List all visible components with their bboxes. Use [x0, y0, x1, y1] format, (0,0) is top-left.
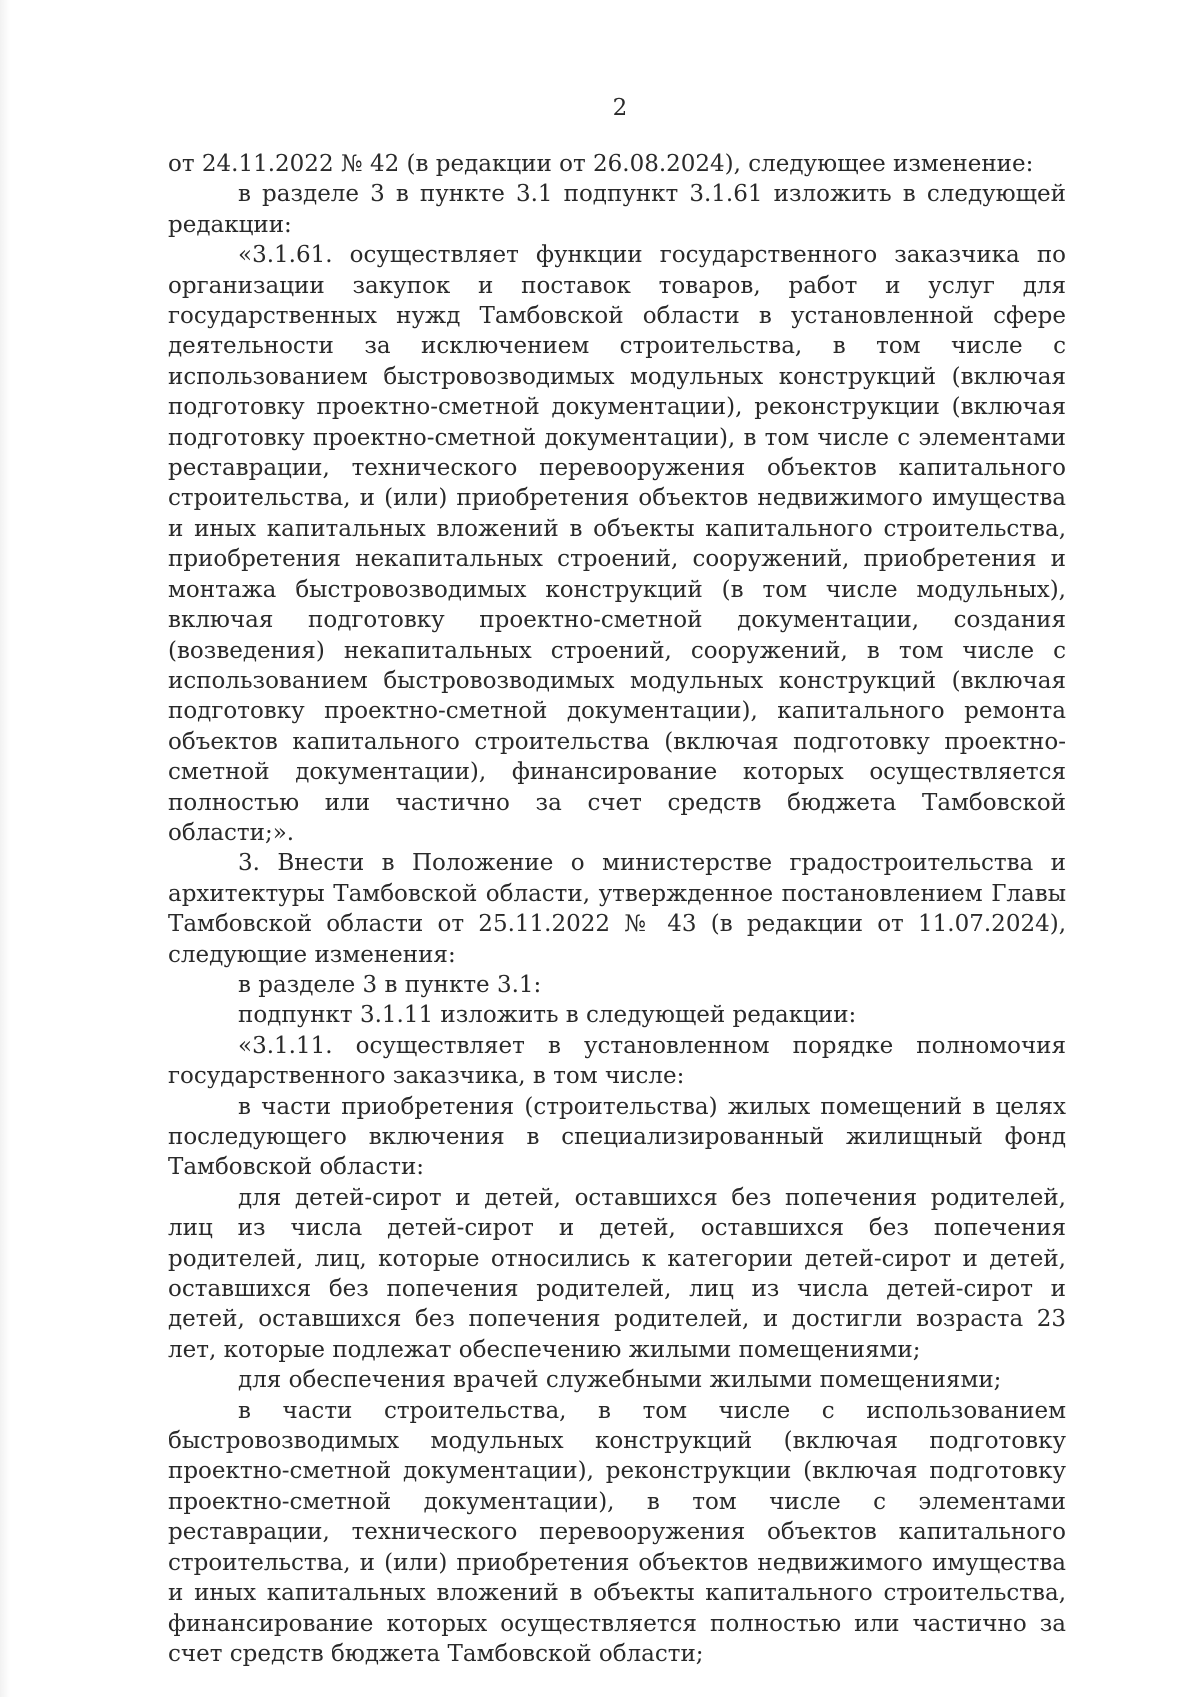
page-number: 2 — [612, 95, 628, 121]
paragraph-clause-3-1-61: «3.1.61. осуществляет функции государственного заказчика по организации закупок и поставок товаров, работ и услуг для государственных нужд Тамбовской области в установленной сфере деятельности за исключением строительства, в том числе с использованием быстровозводимых модульных конструкций (включая подготовку проектно-сметной документации), реконструкции (включая подготовку проектно-сметной документации), в том числе с элементами реставрации, технического перевооружения объектов капитального строительства, и (или) приобретения объектов недвижимого имущества и иных капитальных вложений в объекты капитального строительства, приобретения некапитальных строений, сооружений, приобретения и монтажа быстровозводимых конструкций (в том числе модульных), включая подготовку проектно-сметной документации, создания (возведения) некапитальных строений, сооружений, в том числе с использованием быстровозводимых модульных конструкций (включая подготовку проектно-сметной документации), капитального ремонта объектов капитального строительства (включая подготовку проектно-сметной документации), финансирование которых осуществляется полностью или частично за счет средств бюджета Тамбовской области;». — [168, 242, 1066, 846]
paragraph-clause-3-1-11: «3.1.11. осуществляет в установленном порядке полномочия государственного заказчика, в том числе: — [168, 1032, 1066, 1090]
paragraph-section-3-change: в разделе 3 в пункте 3.1 подпункт 3.1.61 изложить в следующей редакции: — [168, 181, 1066, 238]
paragraph-construction: в части строительства, в том числе с использованием быстровозводимых модульных конструкций (включая подготовку проектно-сметной документации), реконструкции (включая подготовку проектно-сметной документации), в том числе с элементами реставрации, технического перевооружения объектов капитального строительства, и (или) приобретения объектов недвижимого имущества и иных капитальных вложений в объекты капитального строительства, финансирование которых осуществляется полностью или частично за счет средств бюджета Тамбовской области; — [168, 1397, 1066, 1667]
paragraph-continuation: от 24.11.2022 № 42 (в редакции от 26.08.2024), следующее изменение: — [168, 151, 1034, 177]
paragraph-doctors-housing: для обеспечения врачей служебными жилыми помещениями; — [238, 1367, 1002, 1394]
paragraph-housing-acquisition: в части приобретения (строительства) жилых помещений в целях последующего включения в специализированный жилищный фонд Тамбовской области: — [168, 1093, 1066, 1181]
paragraph-subclause-3-1-11-intro: подпункт 3.1.11 изложить в следующей редакции: — [238, 1002, 857, 1029]
document-body — [168, 149, 1066, 1669]
paragraph-section-3-1: в разделе 3 в пункте 3.1: — [238, 971, 542, 998]
paragraph-orphans: для детей-сирот и детей, оставшихся без попечения родителей, лиц из числа детей-сирот и детей, оставшихся без попечения родителей, лиц, которые относились к категории детей-сирот и детей, оставшихся без попечения родителей, лиц из числа детей-сирот и детей, оставшихся без попечения родителей, и достигли возраста 23 лет, которые подлежат обеспечению жилыми помещениями; — [168, 1184, 1066, 1363]
scan-edge-shadow — [0, 0, 10, 1697]
paragraph-item-3: 3. Внести в Положение о министерстве градостроительства и архитектуры Тамбовской области, утвержденное постановлением Главы Тамбовской области от 25.11.2022 № 43 (в редакции от 11.07.2024), следующие изменения: — [168, 850, 1066, 968]
